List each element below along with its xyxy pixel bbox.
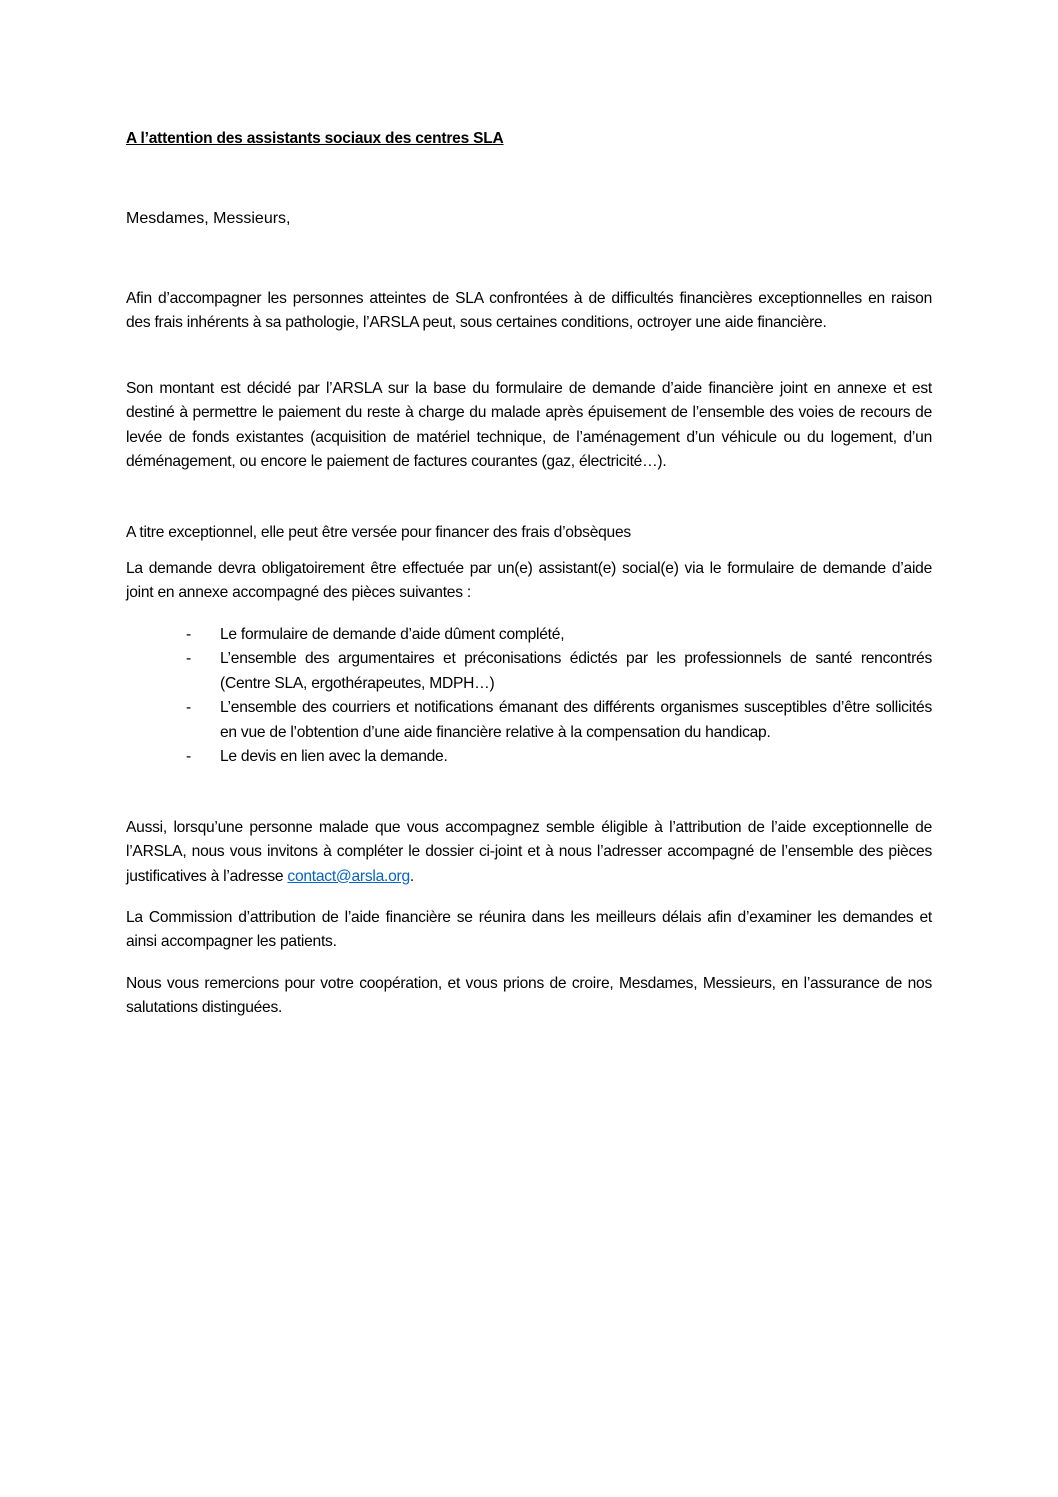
list-item-text: L’ensemble des argumentaires et préconisations édictés par les professionnels de santé rencontrés (Centre SLA, ergothérapeutes, MDPH…) (220, 650, 932, 692)
paragraph-amount: Son montant est décidé par l’ARSLA sur la base du formulaire de demande d’aide financière joint en annexe et est destiné à permettre le paiement du reste à charge du malade après épuisement de l’ensemble des voies de recours de levée de fonds existantes (acquisition de matériel technique, de l’aménagement d’un véhicule ou du logement, d’un déménagement, ou encore le paiement de factures courantes (gaz, électricité…). (126, 380, 932, 471)
paragraph-intro: Afin d’accompagner les personnes atteintes de SLA confrontées à de difficultés financières exceptionnelles en raison des frais inhérents à sa pathologie, l’ARSLA peut, sous certaines conditions, octroyer une aide financière. (126, 290, 932, 332)
list-item (126, 696, 932, 745)
list-item-text: L’ensemble des courriers et notifications émanant des différents organismes susceptibles d’être sollicités en vue de l’obtention d’une aide financière relative à la compensation du handicap. (220, 699, 932, 741)
paragraph-funeral: A titre exceptionnel, elle peut être versée pour financer des frais d’obsèques (126, 524, 631, 541)
paragraph-closing: Nous vous remercions pour votre coopération, et vous prions de croire, Mesdames, Messieurs, en l’assurance de nos salutations distinguées. (126, 975, 932, 1017)
paragraph-invitation-text: Aussi, lorsqu’une personne malade que vous accompagnez semble éligible à l’attribution de l’aide exceptionnelle de l’ARSLA, nous vous invitons à compléter le dossier ci-joint et à nous l’adresser accompagné de l’ensemble des pièces justificatives à l’adresse (126, 819, 932, 885)
paragraph-invitation-end: . (409, 867, 415, 885)
paragraph-commission: La Commission d’attribution de l’aide financière se réunira dans les meilleurs délais afin d’examiner les demandes et ainsi accompagner les patients. (126, 909, 932, 951)
greeting: Mesdames, Messieurs, (126, 210, 291, 227)
list-item (126, 623, 932, 647)
list-bullet: - (186, 699, 191, 717)
list-item-text: Le devis en lien avec la demande. (220, 748, 448, 766)
list-item (126, 745, 932, 769)
list-item (126, 647, 932, 696)
list-bullet: - (186, 748, 191, 766)
paragraph-request: La demande devra obligatoirement être effectuée par un(e) assistant(e) social(e) via le formulaire de demande d’aide joint en annexe accompagné des pièces suivantes : (126, 560, 932, 602)
list-item-text: Le formulaire de demande d’aide dûment complété, (220, 626, 565, 643)
list-bullet: - (186, 626, 191, 643)
paragraph-invitation (126, 816, 932, 889)
email-link[interactable]: contact@arsla.org (287, 867, 410, 885)
letter-title: A l’attention des assistants sociaux des centres SLA (126, 130, 504, 147)
required-documents-list (126, 623, 932, 769)
list-bullet: - (186, 650, 191, 668)
